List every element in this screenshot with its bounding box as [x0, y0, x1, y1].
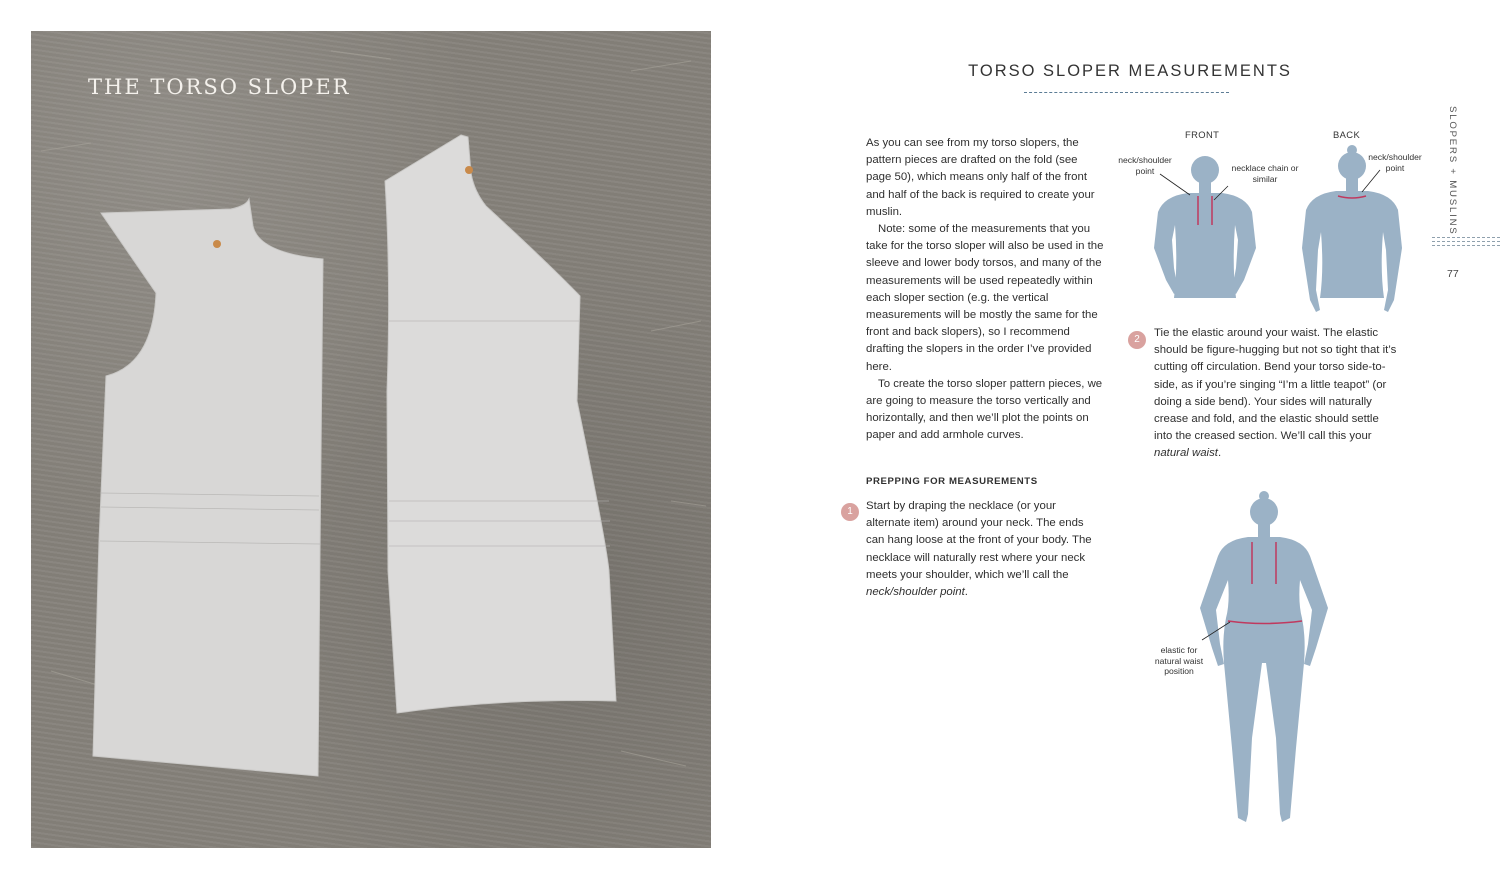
back-pattern-piece — [385, 135, 616, 713]
step-2-text: Tie the elastic around your waist. The elastic should be figure-hugging but not so tight that it’s cutting off circulation. Bend your torso side-to-side, as if you’re singing “I’m a little teapot” (or doing a side bend). Your sides will naturally crease and fold, and the elastic should settle into the creased section. We’ll call this your natural waist. — [1154, 327, 1397, 460]
full-body-figure — [1190, 488, 1340, 828]
page-number: 77 — [1447, 268, 1459, 280]
tab-dashed-lines — [1432, 237, 1500, 246]
front-figure — [1154, 156, 1256, 298]
chapter-side-tab — [1446, 106, 1460, 236]
front-neck-shoulder-label: neck/shoulder point — [1118, 155, 1172, 176]
intro-paragraph-1: As you can see from my torso slopers, the pattern pieces are drafted on the fold (see page 50), which means only half of the front and half of the back is required to create your muslin. — [866, 137, 1095, 218]
sloper-photo — [31, 31, 711, 848]
back-neck-shoulder-label: neck/shoulder point — [1368, 152, 1422, 173]
title-divider — [1024, 92, 1229, 93]
pin-front — [213, 240, 221, 248]
page-title: TORSO SLOPER MEASUREMENTS — [968, 62, 1292, 80]
step-1-badge: 1 — [841, 503, 859, 521]
elastic-label: elastic for natural waist position — [1154, 645, 1204, 676]
back-figure — [1302, 145, 1402, 312]
section-subhead: PREPPING FOR MEASUREMENTS — [866, 476, 1038, 487]
pin-back — [465, 166, 473, 174]
chapter-tab-label: SLOPERS + MUSLINS — [1447, 106, 1458, 236]
front-label: FRONT — [1185, 129, 1220, 140]
necklace-label: necklace chain or similar — [1231, 163, 1299, 184]
photo-title: THE TORSO SLOPER — [88, 75, 351, 99]
front-back-figure — [1140, 140, 1430, 320]
intro-text — [866, 135, 1104, 445]
front-pattern-piece — [93, 199, 323, 776]
step-1-text: Start by draping the necklace (or your alternate item) around your neck. The ends can hang loose at the front of your body. The necklace will naturally rest where your neck meets your shoulder, which we’ll call the neck/shoulder point. — [866, 500, 1092, 599]
back-label: BACK — [1333, 129, 1361, 140]
intro-paragraph-2: Note: some of the measurements that you take for the torso sloper will also be used in the sleeve and lower body torsos, and many of the measurements will be used repeatedly within each sloper section (e.g. the vertical measurements will be mostly the same for the front and back slopers), so I recommend drafting the slopers in the order I’ve provided here. — [866, 223, 1104, 373]
intro-paragraph-3: To create the torso sloper pattern pieces, we are going to measure the torso vertically and horizontally, and then we’ll plot the points on paper and add armhole curves. — [866, 377, 1103, 442]
step-2-badge: 2 — [1128, 331, 1146, 349]
paper-pattern-pieces — [31, 31, 711, 848]
